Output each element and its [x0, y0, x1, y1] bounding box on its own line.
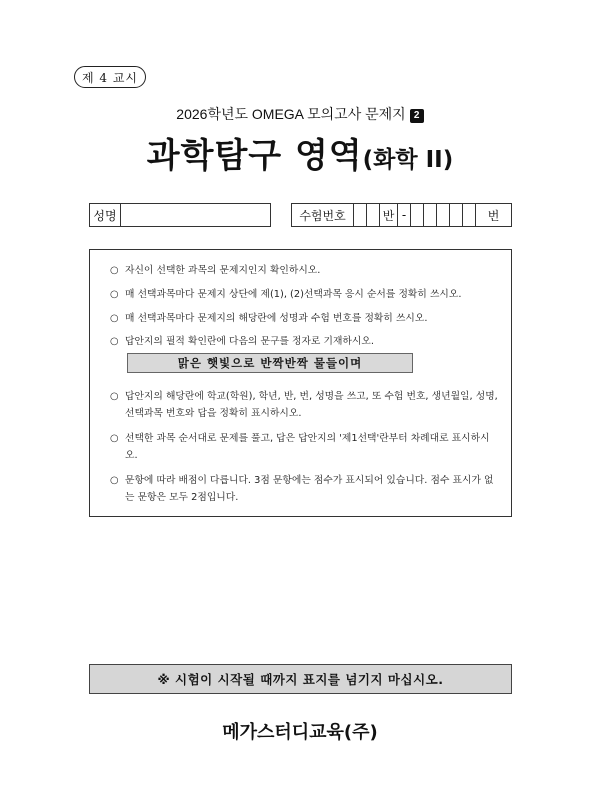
instruction-item [110, 430, 502, 464]
instruction-text: 답안지의 필적 확인란에 다음의 문구를 정자로 기재하시오. [125, 336, 374, 347]
instruction-item [110, 388, 502, 422]
name-box [89, 203, 271, 227]
instruction-text: 매 선택과목마다 문제지 상단에 제(1), (2)선택과목 응시 순서를 정확히 쓰시오. [125, 289, 462, 300]
warning-banner: ※ 시험이 시작될 때까지 표지를 넘기지 마십시오. [89, 664, 512, 694]
circle-bullet-icon: ○ [110, 475, 119, 486]
publisher-name: 메가스터디교육(주) [222, 722, 378, 743]
subject-name: (화학 II) [362, 147, 454, 173]
page-title [0, 128, 600, 177]
instruction-item [110, 472, 502, 506]
instruction-item [110, 286, 502, 303]
exam-number-cell[interactable] [424, 204, 437, 226]
exam-info-line [0, 104, 600, 124]
instruction-item [110, 310, 502, 327]
booklet-type-badge: 2 [410, 109, 424, 123]
instruction-text: 답안지의 해당란에 학교(학원), 학년, 반, 번, 성명을 쓰고, 또 수험 번호, 생년월일, 성명, 선택과목 번호와 답을 정확히 표시하시오. [125, 391, 498, 419]
instructions-box [89, 249, 512, 517]
circle-bullet-icon: ○ [110, 289, 119, 300]
circle-bullet-icon: ○ [110, 336, 119, 347]
name-field[interactable] [121, 204, 270, 226]
circle-bullet-icon: ○ [110, 391, 119, 402]
exam-number-box [291, 203, 512, 227]
instruction-text: 문항에 따라 배점이 다릅니다. 3점 문항에는 점수가 표시되어 있습니다. 점수 표시가 없는 문항은 모두 2점입니다. [125, 475, 494, 503]
instruction-text: 선택한 과목 순서대로 문제를 풀고, 답은 답안지의 '제1선택'란부터 차례대로 표시하시오. [125, 433, 490, 461]
circle-bullet-icon: ○ [110, 265, 119, 276]
exam-number-cell[interactable] [367, 204, 380, 226]
period-label: 제 4 교시 [74, 66, 146, 88]
exam-number-cell[interactable] [437, 204, 450, 226]
dash-separator: - [398, 204, 411, 226]
exam-number-cell[interactable] [411, 204, 424, 226]
name-label: 성명 [90, 204, 121, 226]
exam-number-cell[interactable] [463, 204, 476, 226]
instruction-text: 자신이 선택한 과목의 문제지인지 확인하시오. [125, 265, 321, 276]
exam-name: 2026학년도 OMEGA 모의고사 문제지 [176, 106, 406, 122]
instruction-text: 매 선택과목마다 문제지의 해당란에 성명과 수험 번호를 정확히 쓰시오. [125, 313, 428, 324]
instruction-item [110, 262, 502, 279]
seat-label: 번 [487, 208, 500, 223]
circle-bullet-icon: ○ [110, 433, 119, 444]
circle-bullet-icon: ○ [110, 313, 119, 324]
class-label: 반 [380, 204, 398, 226]
exam-number-cell[interactable] [354, 204, 367, 226]
instruction-item [110, 333, 502, 350]
subject-area: 과학탐구 영역 [146, 136, 363, 176]
handwriting-phrase: 맑은 햇빛으로 반짝반짝 물들이며 [127, 353, 413, 373]
exam-number-cell[interactable] [450, 204, 463, 226]
exam-number-label: 수험번호 [292, 204, 354, 226]
